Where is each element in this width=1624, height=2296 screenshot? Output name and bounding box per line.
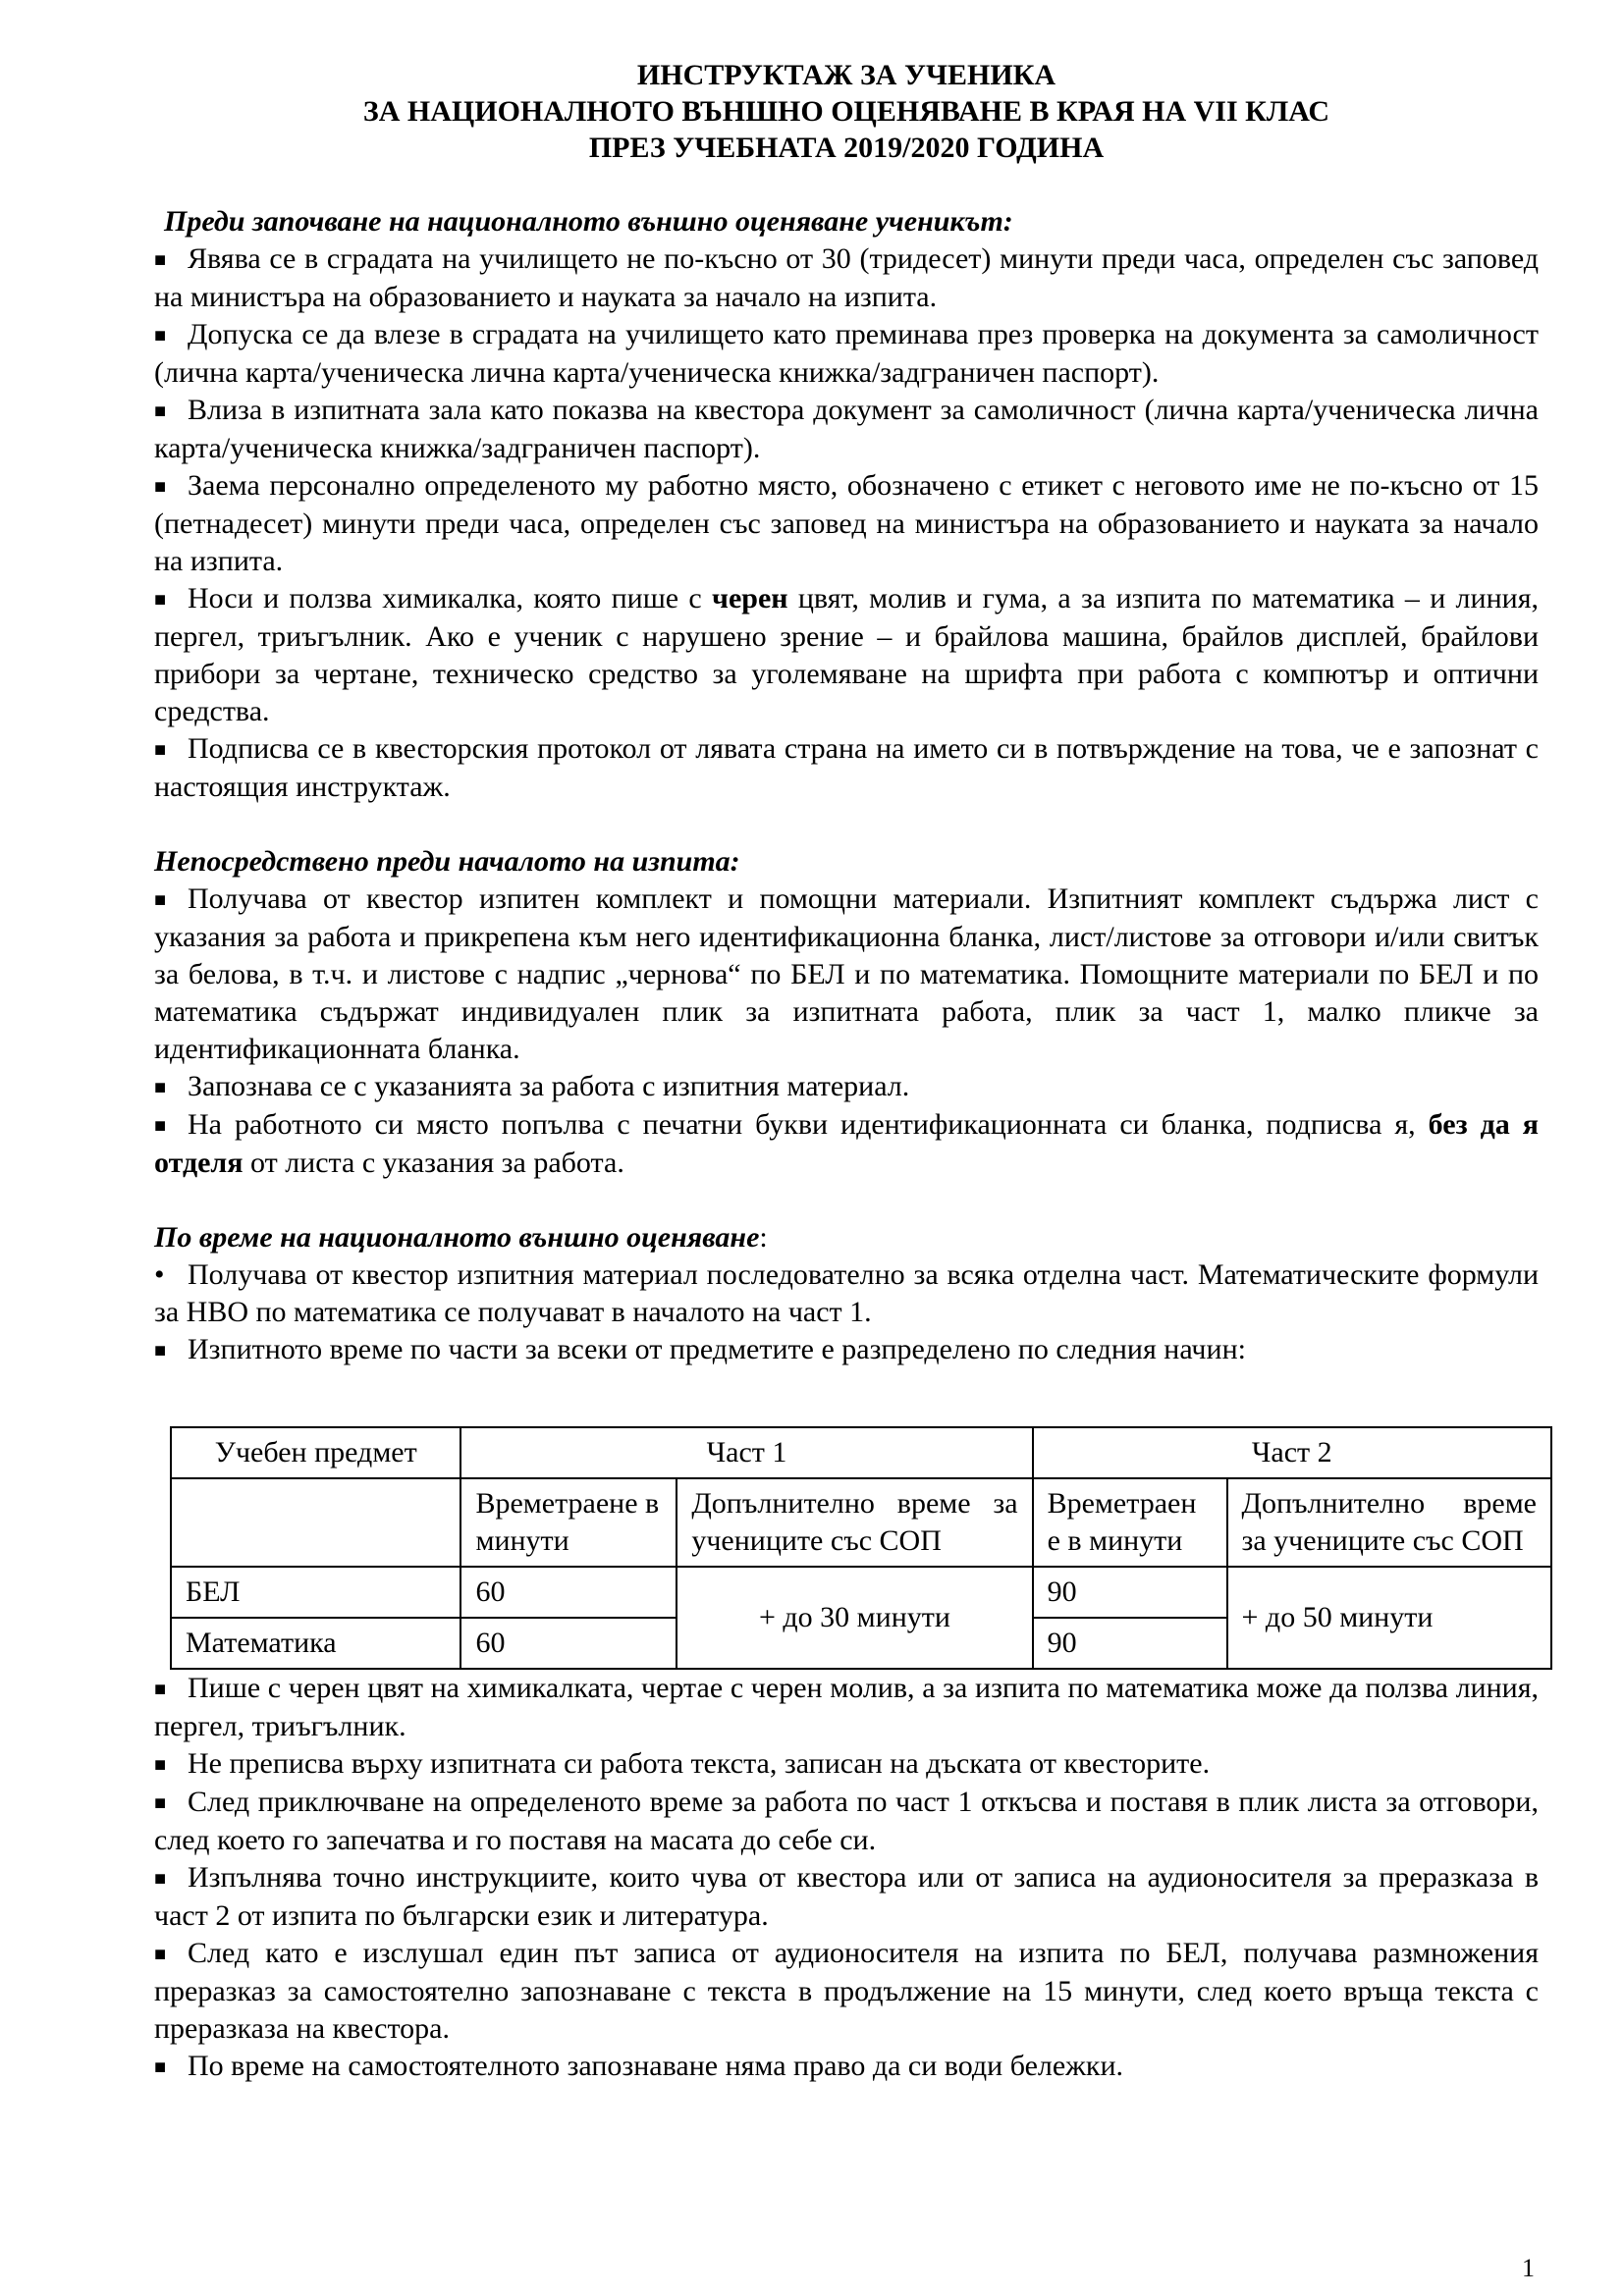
extra-time-header-part-2: Допълнително време за учениците със СОП	[1227, 1478, 1551, 1567]
square-bullet-icon: ■	[154, 1679, 167, 1700]
list-item: ■ Запознава се с указанията за работа с изпитния материал.	[154, 1068, 1539, 1106]
square-bullet-icon: ■	[154, 1754, 167, 1776]
section-heading-before-exam: Преди започване на националното външно оценяване ученикът:	[164, 205, 1013, 238]
list-item: ■ Явява се в сградата на училището не по-късно от 30 (тридесет) минути преди часа, определен със заповед на министъра на образованието и науката за начало на изпита.	[154, 242, 1539, 313]
part-2-duration-cell: 90	[1033, 1567, 1227, 1618]
table-row	[171, 1427, 1551, 1478]
list-item: ■ По време на самостоятелното запознаване няма право да си води бележки.	[154, 2048, 1539, 2086]
square-bullet-icon: ■	[154, 589, 167, 611]
square-bullet-icon: ■	[154, 1868, 167, 1890]
square-bullet-icon: ■	[154, 1944, 167, 1965]
document-page	[154, 57, 1539, 2086]
square-bullet-icon: ■	[154, 2056, 167, 2078]
document-title-line-1: ИНСТРУКТАЖ ЗА УЧЕНИКА	[636, 59, 1056, 91]
part-1-header: Част 1	[460, 1427, 1032, 1478]
after-table-list	[154, 1670, 1539, 2086]
square-bullet-icon: ■	[154, 400, 167, 422]
subject-cell: БЕЛ	[171, 1567, 460, 1618]
subject-cell: Математика	[171, 1618, 460, 1669]
page-number: 1	[1522, 2254, 1535, 2282]
time-allocation-table	[170, 1426, 1552, 1670]
duration-header-part-2: Времетраен е в минути	[1033, 1478, 1227, 1567]
square-bullet-icon: ■	[154, 1340, 167, 1362]
square-bullet-icon: ■	[154, 476, 167, 498]
square-bullet-icon: ■	[154, 1077, 167, 1098]
list-item: ■ Пише с черен цвят на химикалката, чертае с черен молив, а за изпита по математика може да ползва линия, пергел, триъгълник.	[154, 1672, 1539, 1742]
square-bullet-icon: ■	[154, 325, 167, 347]
square-bullet-icon: ■	[154, 889, 167, 911]
round-bullet-icon: •	[154, 1258, 165, 1291]
section-heading-during-exam: По време на националното външно оценяване:	[154, 1221, 768, 1254]
part-2-header: Част 2	[1033, 1427, 1551, 1478]
square-bullet-icon: ■	[154, 1115, 167, 1137]
list-item: ■ Получава от квестор изпитен комплект и помощни материали. Изпитният комплект съдържа лист с указания за работа и прикрепена към него идентификационна бланка, лист/листове за отговори и/или свитък за белова, в т.ч. и листове с надпис „чернова“ по БЕЛ и по математика. Помощните материали по БЕЛ и по математика съдържат индивидуален плик за изпитната работа, плик за част 1, малко пликче за идентификационната бланка.	[154, 882, 1539, 1065]
list-item: ■ Допуска се да влезе в сградата на училището като преминава през проверка на документа за самоличност (лична карта/ученическа лична карта/ученическа книжка/задграничен паспорт).	[154, 318, 1539, 389]
empty-cell	[171, 1478, 460, 1567]
part-1-duration-cell: 60	[460, 1567, 677, 1618]
square-bullet-icon: ■	[154, 249, 167, 271]
part-2-duration-cell: 90	[1033, 1618, 1227, 1669]
extra-time-part-1-cell: + до 30 минути	[677, 1567, 1032, 1669]
list-item: ■ След приключване на определеното време за работа по част 1 откъсва и поставя в плик листа за отговори, след което го запечатва и го поставя на масата до себе си.	[154, 1786, 1539, 1856]
square-bullet-icon: ■	[154, 1792, 167, 1814]
during-exam-list	[154, 1256, 1539, 1369]
list-item: ■ След като е изслушал един път записа от аудионосителя на изпита по БЕЛ, получава размножения преразказ за самостоятелно запознаване с текста в продължение на 15 минути, след което връща текста с преразказа на квестора.	[154, 1937, 1539, 2045]
document-title-line-2: ЗА НАЦИОНАЛНОТО ВЪНШНО ОЦЕНЯВАНЕ В КРАЯ НА VII КЛАС	[362, 95, 1330, 128]
table-row	[171, 1567, 1551, 1618]
immediately-before-list	[154, 881, 1539, 1182]
list-item: ■ Влиза в изпитната зала като показва на квестора документ за самоличност (лична карта/ученическа лична карта/ученическа книжка/задграничен паспорт).	[154, 394, 1539, 464]
square-bullet-icon: ■	[154, 739, 167, 761]
extra-time-part-2-cell: + до 50 минути	[1227, 1567, 1551, 1669]
section-heading-immediately-before: Непосредствено преди началото на изпита:	[154, 845, 740, 878]
table-row	[171, 1478, 1551, 1567]
list-item: ■ Изпитното време по части за всеки от предметите е разпределено по следния начин:	[154, 1331, 1539, 1369]
document-title-line-3: ПРЕЗ УЧЕБНАТА 2019/2020 ГОДИНА	[588, 132, 1105, 164]
list-item: ■ Изпълнява точно инструкциите, които чува от квестора или от записа на аудионосителя за преразказа в част 2 от изпита по български език и литература.	[154, 1861, 1539, 1932]
list-item: ■ Не преписва върху изпитната си работа текста, записан на дъската от квесторите.	[154, 1745, 1539, 1784]
list-item: ■ Заема персонално определеното му работно място, обозначено с етикет с неговото име не по-късно от 15 (петнадесет) минути преди часа, определен със заповед на министъра на образованието и науката за начало на изпита.	[154, 469, 1539, 577]
part-1-duration-cell: 60	[460, 1618, 677, 1669]
emphasis-black: черен	[712, 582, 788, 614]
duration-header-part-1: Времетраене в минути	[460, 1478, 677, 1567]
emphasis-without-detaching: без да я отделя	[154, 1108, 1539, 1179]
list-item: ■ На работното си място попълва с печатни букви идентификационната си бланка, подписва я, без да я отделя от листа с указания за работа.	[154, 1108, 1539, 1179]
extra-time-header-part-1: Допълнително време за учениците със СОП	[677, 1478, 1032, 1567]
list-item: ■ Носи и ползва химикалка, която пише с черен цвят, молив и гума, а за изпита по математика – и линия, пергел, триъгълник. Ако е ученик с нарушено зрение – и брайлова машина, брайлов дисплей, брайлови прибори за чертане, техническо средство за уголемяване на шрифта при работа с компютър и оптични средства.	[154, 582, 1539, 727]
subject-header: Учебен предмет	[171, 1427, 460, 1478]
list-item: • Получава от квестор изпитния материал последователно за всяка отделна част. Математическите формули за НВО по математика се получават в началото на част 1.	[154, 1258, 1539, 1328]
before-exam-list	[154, 240, 1539, 806]
list-item: ■ Подписва се в квесторския протокол от лявата страна на името си в потвърждение на това, че е запознат с настоящия инструктаж.	[154, 732, 1539, 803]
